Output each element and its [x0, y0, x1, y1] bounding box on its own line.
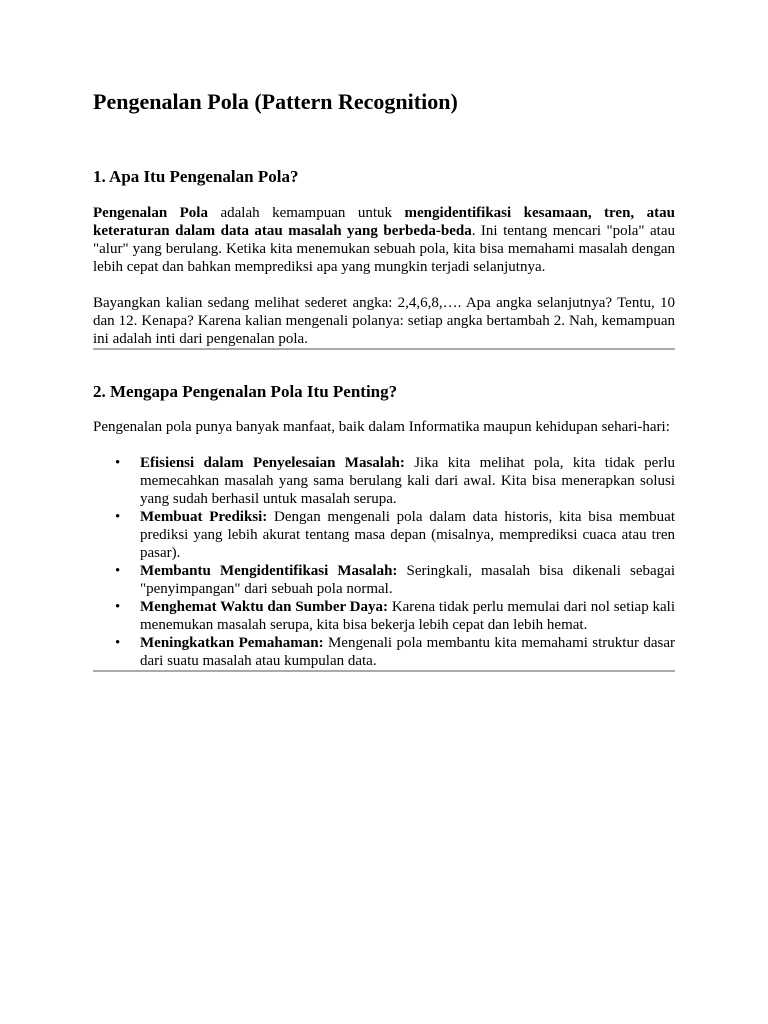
definition-highlight: mengidentifikasi kesamaan, tren, atau keteraturan dalam data atau masalah yang berbeda-beda [93, 205, 675, 239]
paragraph-text: . Ini tentang mencari "pola" atau "alur" yang berulang. Ketika kita menemukan sebuah pola, kita bisa memahami masalah dengan lebih cepat dan bahkan memprediksi apa yang mungkin terjadi selanjutnya. [93, 223, 675, 275]
section-1-paragraph-2: Bayangkan kalian sedang melihat sederet angka: 2,4,6,8,…. Apa angka selanjutnya? Tentu, 10 dan 12. Kenapa? Karena kalian mengenali polanya: setiap angka bertambah 2. Nah, kemampuan ini adalah inti dari pengenalan pola. [93, 295, 675, 347]
list-item [115, 598, 675, 634]
document-title: Pengenalan Pola (Pattern Recognition) [93, 89, 458, 114]
term-pengenalan-pola: Pengenalan Pola [93, 205, 208, 221]
list-item-text: Karena tidak perlu memulai dari nol setiap kali menemukan masalah serupa, kita bisa bekerja lebih cepat dan lebih hemat. [140, 599, 675, 633]
section-2-intro: Pengenalan pola punya banyak manfaat, baik dalam Informatika maupun kehidupan sehari-hari: [93, 419, 670, 435]
list-item-term: Efisiensi dalam Penyelesaian Masalah: [140, 455, 405, 471]
bullet-icon: • [115, 509, 121, 525]
paragraph-text: adalah kemampuan untuk [207, 205, 405, 221]
section-1-paragraph-1 [93, 204, 675, 276]
section-1-heading: 1. Apa Itu Pengenalan Pola? [93, 167, 299, 186]
list-item-text: Jika kita melihat pola, kita tidak perlu memecahkan masalah yang sama berulang kali dari awal. Kita bisa menerapkan solusi yang sudah berhasil untuk masalah serupa. [140, 455, 675, 507]
list-item-text: Mengenali pola membantu kita memahami struktur dasar dari suatu masalah atau kumpulan data. [140, 635, 675, 669]
horizontal-divider [93, 670, 675, 672]
bullet-icon: • [115, 563, 121, 579]
list-item [115, 508, 675, 562]
list-item [115, 454, 675, 508]
list-item-term: Membantu Mengidentifikasi Masalah: [140, 563, 398, 579]
list-item-term: Meningkatkan Pemahaman: [140, 635, 324, 651]
bullet-icon: • [115, 635, 121, 651]
bullet-icon: • [115, 455, 121, 471]
list-item-text: Dengan mengenali pola dalam data historis, kita bisa membuat prediksi yang lebih akurat tentang masa depan (misalnya, memprediksi cuaca atau tren pasar). [140, 509, 675, 561]
list-item-term: Menghemat Waktu dan Sumber Daya: [140, 599, 389, 615]
horizontal-divider [93, 348, 675, 350]
list-item [115, 634, 675, 670]
list-item-text: Seringkali, masalah bisa dikenali sebagai "penyimpangan" dari sebuah pola normal. [140, 563, 675, 597]
bullet-icon: • [115, 599, 121, 615]
benefits-list [93, 454, 675, 670]
list-item [115, 562, 675, 598]
list-item-term: Membuat Prediksi: [140, 509, 268, 525]
section-2-heading: 2. Mengapa Pengenalan Pola Itu Penting? [93, 382, 398, 401]
